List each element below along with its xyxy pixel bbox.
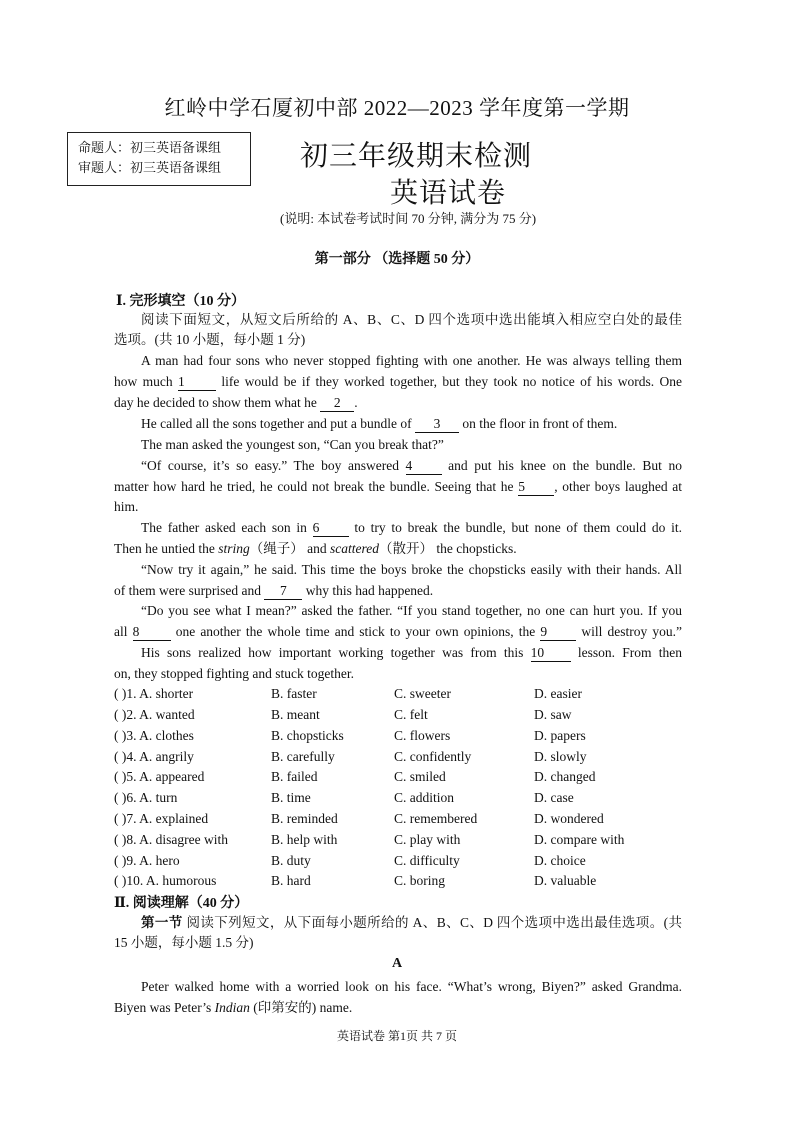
blank-3: 3 <box>415 416 459 433</box>
section2-instruction: 第一节 阅读下列短文，从下面每小题所给的 A、B、C、D 四个选项中选出最佳选项。(共 <box>141 915 682 930</box>
blank-4: 4 <box>406 458 442 475</box>
passage-line: “Do you see what I mean?” asked the father. “If you stand together, no one can hurt you. If you <box>141 603 682 618</box>
passage-line: The father asked each son in 6 to try to break the bundle, but none of them could do it. <box>141 520 683 535</box>
question-row: ( )10. A. humorous B. hard C. boring D. valuable <box>114 873 597 888</box>
question-row: ( )7. A. explained B. reminded C. remembered D. wondered <box>114 811 604 826</box>
question-row: ( )1. A. shorter B. faster C. sweeter D. easier <box>114 686 582 701</box>
section2-instruction-cont: 15 小题，每小题 1.5 分) <box>114 935 254 950</box>
blank-8: 8 <box>133 624 171 641</box>
passage-line: He called all the sons together and put a bundle of 3 on the floor in front of them. <box>141 416 618 431</box>
passage-line: The man asked the youngest son, “Can you break that?” <box>141 437 444 452</box>
passage-line: day he decided to show them what he 2 . <box>114 395 358 410</box>
passage-line: how much 1 life would be if they worked together, but they took no notice of his words. One <box>114 374 683 389</box>
blank-10: 10 <box>531 645 571 662</box>
passage-line: “Now try it again,” he said. This time the boys broke the chopsticks easily with their hands. All <box>141 562 682 577</box>
blank-6: 6 <box>313 520 349 537</box>
subject-title: 英语试卷 <box>390 178 507 209</box>
passage-line: A man had four sons who never stopped fighting with one another. He was always telling them <box>141 353 682 368</box>
author-line: 命题人：初三英语备课组 <box>78 140 222 155</box>
question-row: ( )3. A. clothes B. chopsticks C. flowers D. papers <box>114 728 586 743</box>
question-row: ( )5. A. appeared B. failed C. smiled D. changed <box>114 769 596 784</box>
section1-instruction: 阅读下面短文，从短文后所给的 A、B、C、D 四个选项中选出能填入相应空白处的最佳 <box>141 312 682 327</box>
exam-note: (说明: 本试卷考试时间 70 分钟, 满分为 75 分) <box>280 211 537 226</box>
section1-instruction-cont: 选项。(共 10 小题，每小题 1 分) <box>114 332 306 347</box>
passage-line: “Of course, it’s so easy.” The boy answered 4 and put his knee on the bundle. But no <box>141 458 682 473</box>
passage-letter: A <box>391 956 403 971</box>
passage-line: on, they stopped fighting and stuck together. <box>114 666 354 681</box>
author-box <box>67 132 251 186</box>
question-row: ( )8. A. disagree with B. help with C. play with D. compare with <box>114 832 625 847</box>
exam-title: 初三年级期末检测 <box>300 141 533 172</box>
question-row: ( )6. A. turn B. time C. addition D. case <box>114 790 574 805</box>
passage-line: him. <box>114 499 139 514</box>
question-row: ( )9. A. hero B. duty C. difficulty D. choice <box>114 853 586 868</box>
page-footer: 英语试卷 第1页 共 7 页 <box>336 1029 457 1043</box>
blank-5: 5 <box>518 479 554 496</box>
question-row: ( )4. A. angrily B. carefully C. confidently D. slowly <box>114 749 587 764</box>
passage-line: Peter walked home with a worried look on his face. “What’s wrong, Biyen?” asked Grandma. <box>141 979 682 994</box>
passage-line: Biyen was Peter’s Indian (印第安的) name. <box>114 1000 353 1015</box>
passage-line: matter how hard he tried, he could not break the bundle. Seeing that he 5 , other boys laughed at <box>114 479 682 494</box>
reviewer-line: 审题人：初三英语备课组 <box>78 160 222 175</box>
section1-title: Ⅰ. 完形填空（10 分） <box>116 294 246 309</box>
passage-line: His sons realized how important working together was from this 10 lesson. From then <box>141 645 683 660</box>
passage-line: all 8 one another the whole time and stick to your own opinions, the 9 will destroy you.” <box>114 624 682 639</box>
blank-2: 2 <box>320 395 354 412</box>
passage-line: of them were surprised and 7 why this had happened. <box>114 583 434 598</box>
blank-7: 7 <box>264 583 302 600</box>
blank-9: 9 <box>540 624 576 641</box>
section2-title: Ⅱ. 阅读理解（40 分） <box>114 896 249 911</box>
blank-1: 1 <box>178 374 216 391</box>
part1-heading: 第一部分 （选择题 50 分） <box>314 252 480 267</box>
school-title: 红岭中学石厦初中部 2022—2023 学年度第一学期 <box>164 96 630 120</box>
question-row: ( )2. A. wanted B. meant C. felt D. saw <box>114 707 572 722</box>
passage-line: Then he untied the string（绳子） and scattered（散开） the chopsticks. <box>114 541 517 556</box>
